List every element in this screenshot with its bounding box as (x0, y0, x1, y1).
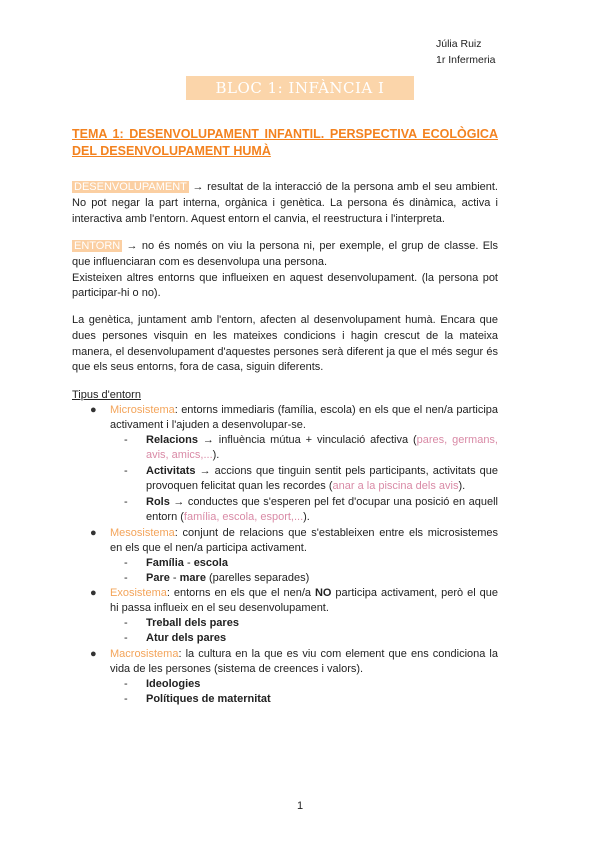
list-item-mesosistema (90, 526, 498, 557)
dash-icon: - (124, 465, 128, 477)
dash-icon: - (124, 632, 128, 644)
dash-icon: - (124, 496, 128, 508)
dash-icon: - (124, 617, 128, 629)
term-microsistema: Microsistema (110, 404, 175, 416)
term-atur-pares: Atur dels pares (146, 632, 227, 644)
term-mare: mare (179, 572, 206, 584)
term-rols: Rols (146, 496, 170, 508)
term-politiques-maternitat: Polítiques de maternitat (146, 693, 271, 705)
macrosistema-text: : la cultura en la que es viu com element que ens condiciona la vida de les persones (sistema de creences i valors). (110, 648, 498, 676)
desenvolupament-text: → resultat de la interacció de la persona amb el seu ambient. No pot negar la part interna, orgànica i genètica. La persona és dinàmica, activa i interactiva amb l'entorn. Aquest entorn el canvia, el reestructura i l'interpreta. (72, 181, 498, 225)
author-block (436, 36, 496, 68)
tipus-heading-text: Tipus d'entorn (72, 389, 141, 401)
activitats-example: anar a la piscina dels avis (332, 480, 459, 493)
bullet-icon: ● (90, 404, 97, 416)
block-banner: BLOC 1: INFÀNCIA I ADOLESCÈNCIA (186, 76, 414, 100)
relacions-example: pares, germans, avis, amics,... (146, 434, 498, 462)
term-entorn: ENTORN (74, 240, 121, 252)
dash-icon: - (124, 693, 128, 705)
paragraph-desenvolupament (72, 180, 498, 227)
microsistema-text: : entorns immediaris (família, escola) en els que el nen/a participa activament i l'ajuden a desenvolupar-se. (110, 404, 498, 432)
sub-item-rols (124, 495, 498, 526)
sub-item-activitats (124, 464, 498, 495)
tipus-heading (72, 388, 498, 404)
entorn-text-2: Existeixen altres entorns que influeixen en aquest desenvolupament. (la persona pot participar-hi o no). (72, 271, 498, 300)
relacions-end: ). (212, 449, 220, 462)
separator: - (183, 557, 194, 569)
exosistema-no: NO (314, 587, 332, 599)
term-treball-pares: Treball dels pares (146, 617, 239, 629)
exosistema-text-b: participa activament, però el que hi passa influeix en el seu desenvolupament. (110, 587, 498, 615)
rols-text: → conductes que s'esperen pel fet d'ocupar una posició en aquell entorn ( (146, 496, 498, 524)
sub-item-familia-escola (124, 556, 498, 571)
sub-item-ideologies (124, 677, 498, 692)
paragraph-genetica: La genètica, juntament amb l'entorn, afecten al desenvolupament humà. Encara que dues persones visquin en les mateixes condicions i hagin crescut de la mateixa manera, el desenvolupament d'aquestes persones serà diferent ja que el més segur és que els seus entorns, fora de casa, siguin diferents. (72, 314, 498, 374)
relacions-text: → influència mútua + vinculació afectiva ( (197, 434, 417, 446)
term-escola: escola (193, 557, 228, 569)
term-macrosistema: Macrosistema (110, 648, 179, 660)
author-name: Júlia Ruiz (436, 38, 482, 50)
term-mesosistema: Mesosistema (110, 527, 175, 539)
sub-item-pare-mare (124, 571, 498, 586)
rols-end: ). (303, 511, 310, 524)
term-ideologies: Ideologies (146, 678, 201, 690)
term-exosistema: Exosistema (110, 587, 167, 599)
term-familia: Família (146, 557, 184, 569)
bullet-icon: ● (90, 587, 97, 599)
sub-item-politiques (124, 692, 498, 707)
author-course: 1r Infermeria (436, 54, 496, 66)
exosistema-text-a: : entorns en els que el nen/a (166, 587, 315, 599)
term-activitats: Activitats (146, 465, 196, 477)
list-item-microsistema (90, 403, 498, 434)
pare-mare-note: (parelles separades) (205, 572, 310, 584)
list-item-macrosistema (90, 647, 498, 678)
entorn-text: → no és només on viu la persona ni, per exemple, el grup de classe. Els que influenciaran com es desenvolupa una persona. (72, 240, 498, 268)
activitats-text: → accions que tinguin sentit pels participants, activitats que provoquen felicitat quan les recordes ( (146, 465, 498, 493)
dash-icon: - (124, 434, 128, 446)
sub-item-relacions (124, 433, 498, 464)
dash-icon: - (124, 557, 128, 569)
term-relacions: Relacions (146, 434, 198, 446)
term-pare: Pare (146, 572, 170, 584)
bullet-icon: ● (90, 527, 97, 539)
tema-title: TEMA 1: DESENVOLUPAMENT INFANTIL. PERSPECTIVA ECOLÒGICA DEL DESENVOLUPAMENT HUMÀ (72, 127, 498, 158)
activitats-end: ). (458, 480, 466, 493)
list-item-exosistema (90, 586, 498, 617)
dash-icon: - (124, 678, 128, 690)
sub-item-atur (124, 631, 498, 646)
mesosistema-text: : conjunt de relacions que s'estableixen entre els microsistemes en els que el nen/a participa activament. (110, 527, 498, 555)
sub-item-treball (124, 616, 498, 631)
bullet-icon: ● (90, 648, 97, 660)
paragraph-entorn (72, 239, 498, 302)
term-desenvolupament: DESENVOLUPAMENT (74, 181, 187, 193)
dash-icon: - (124, 572, 128, 584)
rols-example: família, escola, esport,... (183, 511, 304, 524)
page-number: 1 (296, 800, 304, 812)
separator: - (169, 572, 180, 584)
